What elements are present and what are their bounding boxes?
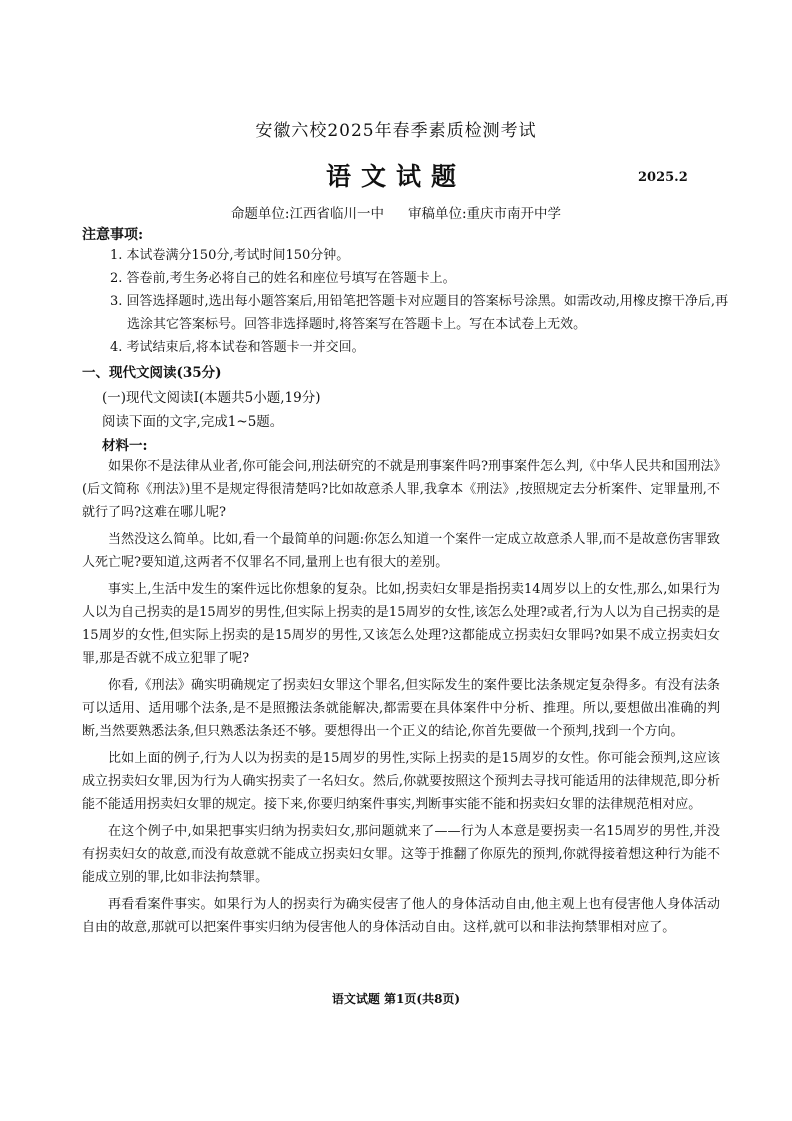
units-line [0,202,792,222]
notice-item: 4. 考试结束后,将本试卷和答题卡一并交回。 [110,340,365,355]
reviewer-unit: 审稿单位:重庆市南开中学 [408,206,562,222]
sub-section-heading: (一)现代文阅读Ⅰ(本题共5小题,19分) [102,390,321,406]
exam-date: 2025.2 [638,170,688,185]
material-label: 材料一: [102,438,148,454]
paragraph: 你看,《刑法》确实明确规定了拐卖妇女罪这个罪名,但实际发生的案件要比法条规定复杂得多。有没有法条可以适用、适用哪个法条,是不是照搬法条就能解决,都需要在具体案件中分析、推理。所以,要想做出准确的判断,当然要熟悉法条,但只熟悉法条还不够。要想得出一个正义的结论,你首先要做一个预判,找到一个方向。 [82,678,720,739]
notice-list [110,244,730,359]
proposer-unit: 命题单位:江西省临川一中 [230,206,384,222]
section-heading: 一、现代文阅读(35分) [82,365,222,381]
paragraph: 再看看案件事实。如果行为人的拐卖行为确实侵害了他人的身体活动自由,他主观上也有侵害他人身体活动自由的故意,那就可以把案件事实归纳为侵害他人的身体活动自由。这样,就可以和非法拘禁罪相对应了。 [82,897,720,935]
notice-item: 3. 回答选择题时,选出每小题答案后,用铅笔把答题卡对应题目的答案标号涂黑。如需改动,用橡皮擦干净后,再选涂其它答案标号。回答非选择题时,将答案写在答题卡上。写在本试卷上无效。 [110,294,729,332]
subject-title: 语文试题 [325,162,466,191]
exam-title: 安徽六校2025年春季素质检测考试 [255,121,537,141]
paragraph: 事实上,生活中发生的案件远比你想象的复杂。比如,拐卖妇女罪是指拐卖14周岁以上的女性,那么,如果行为人以为自己拐卖的是15周岁的男性,但实际上拐卖的是15周岁的女性,该怎么处理?或者,行为人以为自己拐卖的是15周岁的女性,但实际上拐卖的是15周岁的男性,又该怎么处理?这都能成立拐卖妇女罪吗?如果不成立拐卖妇女罪,那是否就不成立犯罪了呢? [82,582,720,666]
paragraph: 比如上面的例子,行为人以为拐卖的是15周岁的男性,实际上拐卖的是15周岁的女性。你可能会预判,这应该成立拐卖妇女罪,因为行为人确实拐卖了一名妇女。然后,你就要按照这个预判去寻找可能适用的法律规范,即分析能不能适用拐卖妇女罪的规定。接下来,你要归纳案件事实,判断事实能不能和拐卖妇女罪的法律规范相对应。 [82,751,720,812]
notice-heading: 注意事项: [82,227,144,243]
notice-item: 2. 答卷前,考生务必将自己的姓名和座位号填写在答题卡上。 [110,271,456,286]
paragraph: 在这个例子中,如果把事实归纳为拐卖妇女,那问题就来了——行为人本意是要拐卖一名15周岁的男性,并没有拐卖妇女的故意,而没有故意就不能成立拐卖妇女罪。这等于推翻了你原先的预判,你就得接着想这种行为能不能成立别的罪,比如非法拘禁罪。 [82,824,720,885]
material-body [82,455,720,943]
paragraph: 当然没这么简单。比如,看一个最简单的问题:你怎么知道一个案件一定成立故意杀人罪,而不是故意伤害罪致人死亡呢?要知道,这两者不仅罪名不同,量刑上也有很大的差别。 [82,532,720,570]
notice-item: 1. 本试卷满分150分,考试时间150分钟。 [110,248,350,263]
paragraph: 如果你不是法律从业者,你可能会问,刑法研究的不就是刑事案件吗?刑事案件怎么判,《中华人民共和国刑法》(后文简称《刑法》)里不是规定得很清楚吗?比如故意杀人罪,我拿本《刑法》,按照规定去分析案件、定罪量刑,不就行了吗?这难在哪儿呢? [82,459,720,520]
page-footer: 语文试题 第1页(共8页) [331,992,461,1006]
reading-instruction: 阅读下面的文字,完成1~5题。 [102,414,284,430]
